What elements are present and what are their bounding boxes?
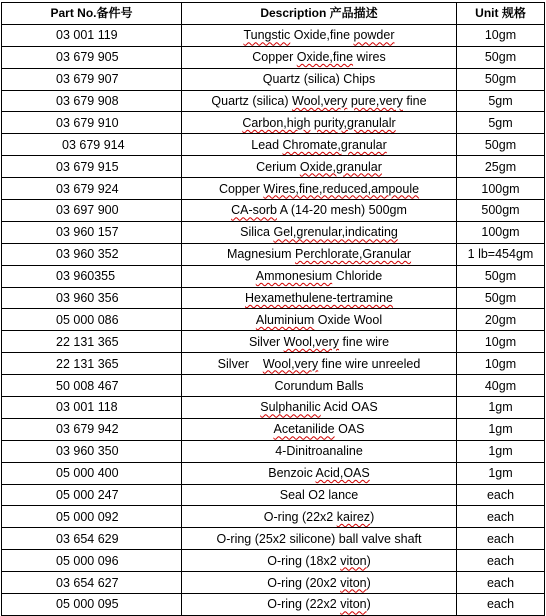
unit-cell: 1gm [457, 397, 545, 419]
table-row [2, 528, 545, 550]
description-cell: Quartz (silica) Chips [182, 68, 457, 90]
unit-cell: 50gm [457, 68, 545, 90]
part-number-cell: 03 960355 [2, 265, 182, 287]
unit-cell: each [457, 594, 545, 616]
unit-cell: each [457, 484, 545, 506]
table-row [2, 309, 545, 331]
part-number-cell: 03 654 627 [2, 572, 182, 594]
table-row [2, 156, 545, 178]
unit-cell: 5gm [457, 112, 545, 134]
description-cell: Aluminium Oxide Wool [182, 309, 457, 331]
description-cell: Hexamethulene-tertramine [182, 287, 457, 309]
unit-cell: 10gm [457, 24, 545, 46]
table-row [2, 550, 545, 572]
table-row [2, 594, 545, 616]
description-cell: O-ring (22x2 viton) [182, 594, 457, 616]
unit-cell: 40gm [457, 375, 545, 397]
unit-cell: 10gm [457, 353, 545, 375]
parts-table [1, 2, 545, 616]
header-part-no: Part No.备件号 [2, 3, 182, 25]
description-cell: Seal O2 lance [182, 484, 457, 506]
part-number-cell: 03 679 910 [2, 112, 182, 134]
unit-cell: each [457, 506, 545, 528]
unit-cell: 1gm [457, 462, 545, 484]
table-row [2, 134, 545, 156]
part-number-cell: 03 679 915 [2, 156, 182, 178]
unit-cell: 5gm [457, 90, 545, 112]
table-header-row [2, 3, 545, 25]
description-cell: 4-Dinitroanaline [182, 440, 457, 462]
description-cell: Silica Gel,grenular,indicating [182, 221, 457, 243]
part-number-cell: 03 960 157 [2, 221, 182, 243]
unit-cell: each [457, 572, 545, 594]
description-cell: O-ring (20x2 viton) [182, 572, 457, 594]
unit-cell: 20gm [457, 309, 545, 331]
unit-cell: 500gm [457, 200, 545, 222]
table-row [2, 265, 545, 287]
header-unit: Unit 规格 [457, 3, 545, 25]
unit-cell: 1gm [457, 418, 545, 440]
table-row [2, 24, 545, 46]
part-number-cell: 05 000 096 [2, 550, 182, 572]
part-number-cell: 03 697 900 [2, 200, 182, 222]
table-row [2, 440, 545, 462]
description-cell: O-ring (25x2 silicone) ball valve shaft [182, 528, 457, 550]
part-number-cell: 50 008 467 [2, 375, 182, 397]
table-row [2, 397, 545, 419]
table-row [2, 200, 545, 222]
table-row [2, 221, 545, 243]
part-number-cell: 03 679 924 [2, 178, 182, 200]
description-cell: Acetanilide OAS [182, 418, 457, 440]
unit-cell: 1 lb=454gm [457, 243, 545, 265]
part-number-cell: 05 000 095 [2, 594, 182, 616]
description-cell: Silver Wool,very fine wire [182, 331, 457, 353]
table-row [2, 506, 545, 528]
part-number-cell: 03 679 905 [2, 46, 182, 68]
table-body [2, 24, 545, 615]
part-number-cell: 03 679 942 [2, 418, 182, 440]
description-cell: Ammonesium Chloride [182, 265, 457, 287]
description-cell: Lead Chromate,granular [182, 134, 457, 156]
part-number-cell: 05 000 400 [2, 462, 182, 484]
description-cell: Quartz (silica) Wool,very pure,very fine [182, 90, 457, 112]
description-cell: CA-sorb A (14-20 mesh) 500gm [182, 200, 457, 222]
description-cell: O-ring (18x2 viton) [182, 550, 457, 572]
unit-cell: each [457, 550, 545, 572]
description-cell: Benzoic Acid,OAS [182, 462, 457, 484]
part-number-cell: 03 001 119 [2, 24, 182, 46]
unit-cell: 1gm [457, 440, 545, 462]
description-cell: Corundum Balls [182, 375, 457, 397]
description-cell: Tungstic Oxide,fine powder [182, 24, 457, 46]
part-number-cell: 05 000 086 [2, 309, 182, 331]
unit-cell: 10gm [457, 331, 545, 353]
part-number-cell: 03 001 118 [2, 397, 182, 419]
table-row [2, 68, 545, 90]
unit-cell: 100gm [457, 178, 545, 200]
unit-cell: 50gm [457, 46, 545, 68]
table-row [2, 46, 545, 68]
description-cell: Carbon,high purity,granulalr [182, 112, 457, 134]
unit-cell: each [457, 528, 545, 550]
table-row [2, 353, 545, 375]
unit-cell: 50gm [457, 134, 545, 156]
part-number-cell: 05 000 247 [2, 484, 182, 506]
description-cell: Cerium Oxide,granular [182, 156, 457, 178]
part-number-cell: 22 131 365 [2, 353, 182, 375]
description-cell: Copper Oxide,fine wires [182, 46, 457, 68]
description-cell: O-ring (22x2 kairez) [182, 506, 457, 528]
part-number-cell: 03 679 907 [2, 68, 182, 90]
table-row [2, 462, 545, 484]
unit-cell: 50gm [457, 287, 545, 309]
table-row [2, 178, 545, 200]
table-row [2, 331, 545, 353]
part-number-cell: 03 679 908 [2, 90, 182, 112]
unit-cell: 100gm [457, 221, 545, 243]
unit-cell: 25gm [457, 156, 545, 178]
unit-cell: 50gm [457, 265, 545, 287]
part-number-cell: 03 960 356 [2, 287, 182, 309]
description-cell: Copper Wires,fine,reduced,ampoule [182, 178, 457, 200]
table-row [2, 112, 545, 134]
table-row [2, 243, 545, 265]
table-row [2, 418, 545, 440]
table-row [2, 90, 545, 112]
table-row [2, 572, 545, 594]
description-cell: Magnesium Perchlorate,Granular [182, 243, 457, 265]
part-number-cell: 05 000 092 [2, 506, 182, 528]
part-number-cell: 03 654 629 [2, 528, 182, 550]
part-number-cell: 22 131 365 [2, 331, 182, 353]
part-number-cell: 03 679 914 [2, 134, 182, 156]
description-cell: Sulphanilic Acid OAS [182, 397, 457, 419]
table-row [2, 375, 545, 397]
table-row [2, 484, 545, 506]
header-description: Description 产品描述 [182, 3, 457, 25]
table-row [2, 287, 545, 309]
part-number-cell: 03 960 352 [2, 243, 182, 265]
description-cell: Silver Wool,very fine wire unreeled [182, 353, 457, 375]
part-number-cell: 03 960 350 [2, 440, 182, 462]
